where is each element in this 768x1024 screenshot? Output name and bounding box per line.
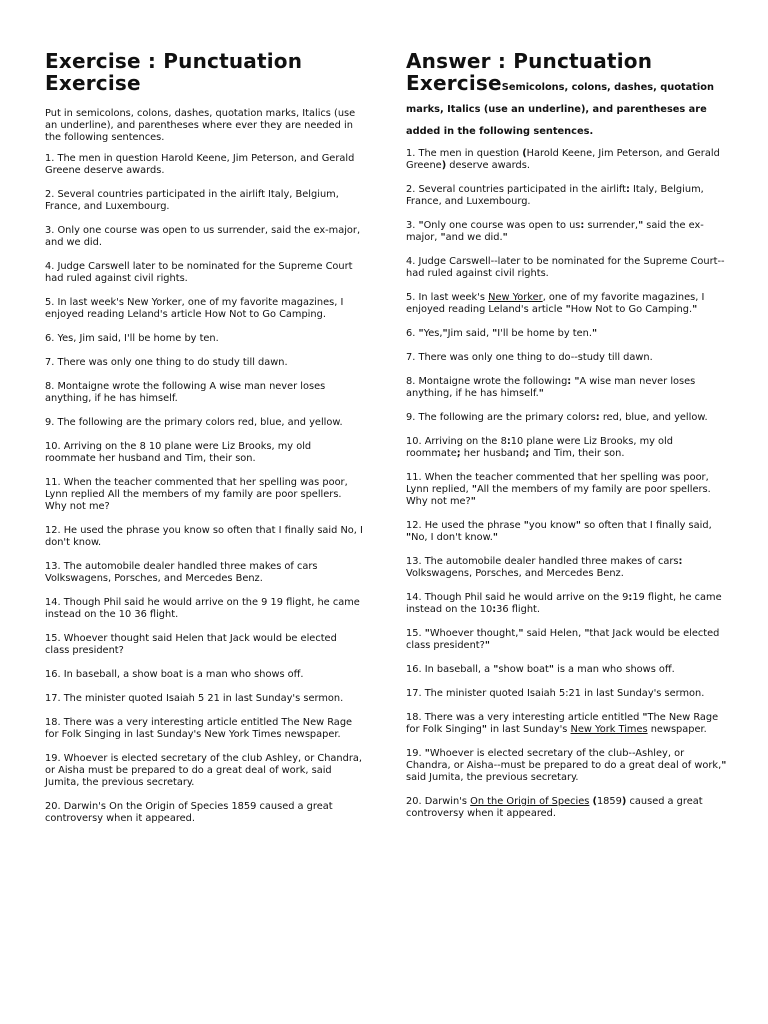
- exercise-title-line2: Exercise: [45, 71, 141, 95]
- answer-subtitle: Semicolons, colons, dashes, quotation marks, Italics (use an underline), and parentheses are added in the following sentences.: [406, 82, 714, 137]
- exercise-item-15: 15. Whoever thought said Helen that Jack would be elected class president?: [45, 633, 337, 656]
- answer-item-6: 6. "Yes,"Jim said, "I'll be home by ten.": [406, 328, 598, 339]
- answer-item-8: 8. Montaigne wrote the following: "A wise man never loses anything, if he has himself.": [406, 376, 696, 399]
- exercise-item-13: 13. The automobile dealer handled three makes of cars Volkswagens, Porsches, and Mercedes Benz.: [45, 561, 318, 584]
- exercise-item-11: 11. When the teacher commented that her spelling was poor, Lynn replied All the members of my family are poor spellers. Why not me?: [45, 477, 348, 512]
- exercise-item-6: 6. Yes, Jim said, I'll be home by ten.: [45, 333, 219, 344]
- exercise-item-20: 20. Darwin's On the Origin of Species 1859 caused a great controversy when it appeared.: [45, 801, 333, 824]
- answer-item-15: 15. "Whoever thought," said Helen, "that Jack would be elected class president?": [406, 628, 720, 651]
- answer-title-line2: Exercise: [406, 71, 502, 95]
- exercise-item-10: 10. Arriving on the 8 10 plane were Liz Brooks, my old roommate her husband and Tim, their son.: [45, 441, 312, 464]
- answer-item-4: 4. Judge Carswell--later to be nominated for the Supreme Court--had ruled against civil rights.: [406, 256, 725, 279]
- exercise-item-2: 2. Several countries participated in the airlift Italy, Belgium, France, and Luxembourg.: [45, 189, 339, 212]
- exercise-title: [45, 50, 363, 94]
- exercise-item-19: 19. Whoever is elected secretary of the club Ashley, or Chandra, or Aisha must be prepared to do a great deal of work, said Jumita, the previous secretary.: [45, 753, 362, 788]
- exercise-item-4: 4. Judge Carswell later to be nominated for the Supreme Court had ruled against civil rights.: [45, 261, 353, 284]
- answer-item-17: 17. The minister quoted Isaiah 5:21 in last Sunday's sermon.: [406, 688, 705, 699]
- exercise-title-line1: Exercise : Punctuation: [45, 49, 303, 73]
- exercise-item-16: 16. In baseball, a show boat is a man who shows off.: [45, 669, 304, 680]
- answer-item-12: 12. He used the phrase "you know" so often that I finally said, "No, I don't know.": [406, 520, 712, 543]
- answer-item-19: 19. "Whoever is elected secretary of the club--Ashley, or Chandra, or Aisha--must be prepared to do a great deal of work," said Jumita, the previous secretary.: [406, 748, 727, 783]
- answer-item-18: 18. There was a very interesting article entitled "The New Rage for Folk Singing" in last Sunday's New York Times newspaper.: [406, 712, 719, 735]
- answer-item-11: 11. When the teacher commented that her spelling was poor, Lynn replied, "All the members of my family are poor spellers. Why not me?": [406, 472, 711, 507]
- answer-title: [406, 50, 728, 138]
- exercise-item-3: 3. Only one course was open to us surrender, said the ex-major, and we did.: [45, 225, 361, 248]
- exercise-item-14: 14. Though Phil said he would arrive on the 9 19 flight, he came instead on the 10 36 flight.: [45, 597, 360, 620]
- underlined-title: New York Times: [570, 724, 648, 735]
- answer-item-13: 13. The automobile dealer handled three makes of cars: Volkswagens, Porsches, and Mercedes Benz.: [406, 556, 683, 579]
- exercise-column: [45, 50, 363, 837]
- answer-item-16: 16. In baseball, a "show boat" is a man who shows off.: [406, 664, 675, 675]
- underlined-title: On the Origin of Species: [470, 796, 590, 807]
- answer-item-20: 20. Darwin's On the Origin of Species (1859) caused a great controversy when it appeared.: [406, 796, 703, 819]
- exercise-item-7: 7. There was only one thing to do study till dawn.: [45, 357, 288, 368]
- answer-item-7: 7. There was only one thing to do--study till dawn.: [406, 352, 653, 363]
- exercise-item-8: 8. Montaigne wrote the following A wise man never loses anything, if he has himself.: [45, 381, 326, 404]
- exercise-item-5: 5. In last week's New Yorker, one of my favorite magazines, I enjoyed reading Leland's article How Not to Go Camping.: [45, 297, 344, 320]
- exercise-item-17: 17. The minister quoted Isaiah 5 21 in last Sunday's sermon.: [45, 693, 344, 704]
- exercise-item-9: 9. The following are the primary colors red, blue, and yellow.: [45, 417, 343, 428]
- exercise-item-18: 18. There was a very interesting article entitled The New Rage for Folk Singing in last Sunday's New York Times newspaper.: [45, 717, 353, 740]
- answer-item-2: 2. Several countries participated in the airlift: Italy, Belgium, France, and Luxembourg.: [406, 184, 704, 207]
- answer-item-9: 9. The following are the primary colors: red, blue, and yellow.: [406, 412, 708, 423]
- underlined-title: New Yorker: [488, 292, 543, 303]
- answer-item-5: 5. In last week's New Yorker, one of my favorite magazines, I enjoyed reading Leland's article "How Not to Go Camping.": [406, 292, 705, 315]
- answer-title-line1: Answer : Punctuation: [406, 49, 653, 73]
- answer-item-3: 3. "Only one course was open to us: surrender," said the ex-major, "and we did.": [406, 220, 704, 243]
- answer-column: [406, 50, 728, 832]
- answer-item-14: 14. Though Phil said he would arrive on the 9:19 flight, he came instead on the 10:36 flight.: [406, 592, 722, 615]
- exercise-item-12: 12. He used the phrase you know so often that I finally said No, I don't know.: [45, 525, 363, 548]
- exercise-instructions: Put in semicolons, colons, dashes, quotation marks, Italics (use an underline), and parentheses where ever they are needed in the following sentences.: [45, 108, 356, 143]
- answer-item-1: 1. The men in question (Harold Keene, Jim Peterson, and Gerald Greene) deserve awards.: [406, 148, 720, 171]
- exercise-item-1: 1. The men in question Harold Keene, Jim Peterson, and Gerald Greene deserve awards.: [45, 153, 355, 176]
- answer-item-10: 10. Arriving on the 8:10 plane were Liz Brooks, my old roommate; her husband; and Tim, their son.: [406, 436, 673, 459]
